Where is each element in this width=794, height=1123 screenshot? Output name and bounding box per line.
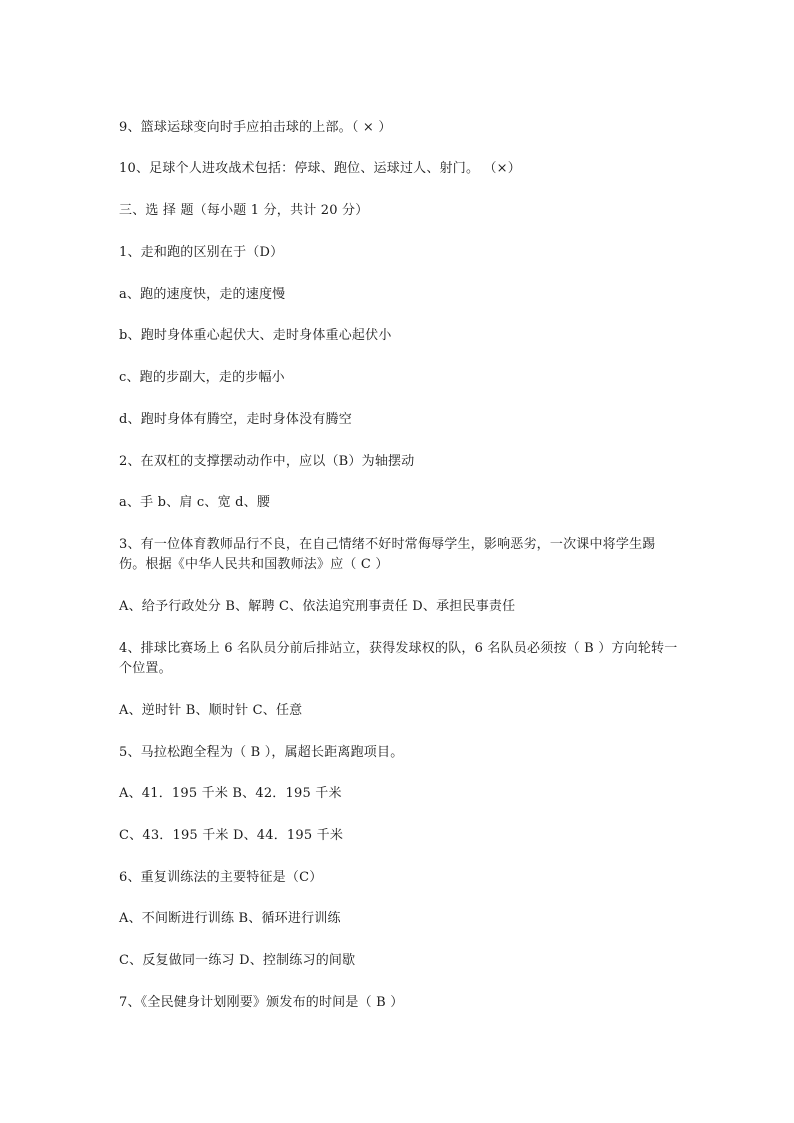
question-10-true-false: 10、足球个人进攻战术包括：停球、跑位、运球过人、射门。 （×）: [119, 161, 521, 176]
question-2-options: a、手 b、肩 c、宽 d、腰: [119, 495, 271, 510]
question-5-options-ab: A、41．195 千米 B、42．195 千米: [119, 786, 342, 801]
question-1-option-b: b、跑时身体重心起伏大、走时身体重心起伏小: [119, 328, 392, 343]
question-6-stem: 6、重复训练法的主要特征是（C）: [119, 870, 323, 885]
question-3-options: A、给予行政处分 B、解聘 C、依法追究刑事责任 D、承担民事责任: [119, 599, 516, 614]
question-4-options: A、逆时针 B、顺时针 C、任意: [119, 703, 303, 718]
section-heading-multiple-choice: 三、选 择 题（每小题 1 分，共计 20 分）: [119, 203, 369, 218]
question-4-stem: 4、排球比赛场上 6 名队员分前后排站立，获得发球权的队，6 名队员必须按（ B ）方向轮转一个位置。: [119, 641, 678, 676]
question-1-option-a: a、跑的速度快，走的速度慢: [119, 287, 286, 302]
question-9-true-false: 9、篮球运球变向时手应拍击球的上部。（ × ）: [119, 120, 392, 135]
question-2-stem: 2、在双杠的支撑摆动动作中，应以（B）为轴摆动: [119, 454, 415, 469]
question-5-options-cd: C、43．195 千米 D、44．195 千米: [119, 828, 344, 843]
question-1-stem: 1、走和跑的区别在于（D）: [119, 245, 284, 260]
question-5-stem: 5、马拉松跑全程为（ B ），属超长距离跑项目。: [119, 745, 404, 760]
question-3-stem: 3、有一位体育教师品行不良，在自己情绪不好时常侮辱学生，影响恶劣，一次课中将学生踢伤。根据《中华人民共和国教师法》应（ C ）: [119, 537, 656, 572]
question-1-option-d: d、跑时身体有腾空，走时身体没有腾空: [119, 412, 352, 427]
question-6-options-cd: C、反复做同一练习 D、控制练习的间歇: [119, 953, 356, 968]
question-6-options-ab: A、不间断进行训练 B、循环进行训练: [119, 911, 341, 926]
question-1-option-c: c、跑的步副大，走的步幅小: [119, 370, 285, 385]
question-7-stem: 7、《全民健身计划刚要》颁发布的时间是（ B ）: [119, 995, 404, 1010]
